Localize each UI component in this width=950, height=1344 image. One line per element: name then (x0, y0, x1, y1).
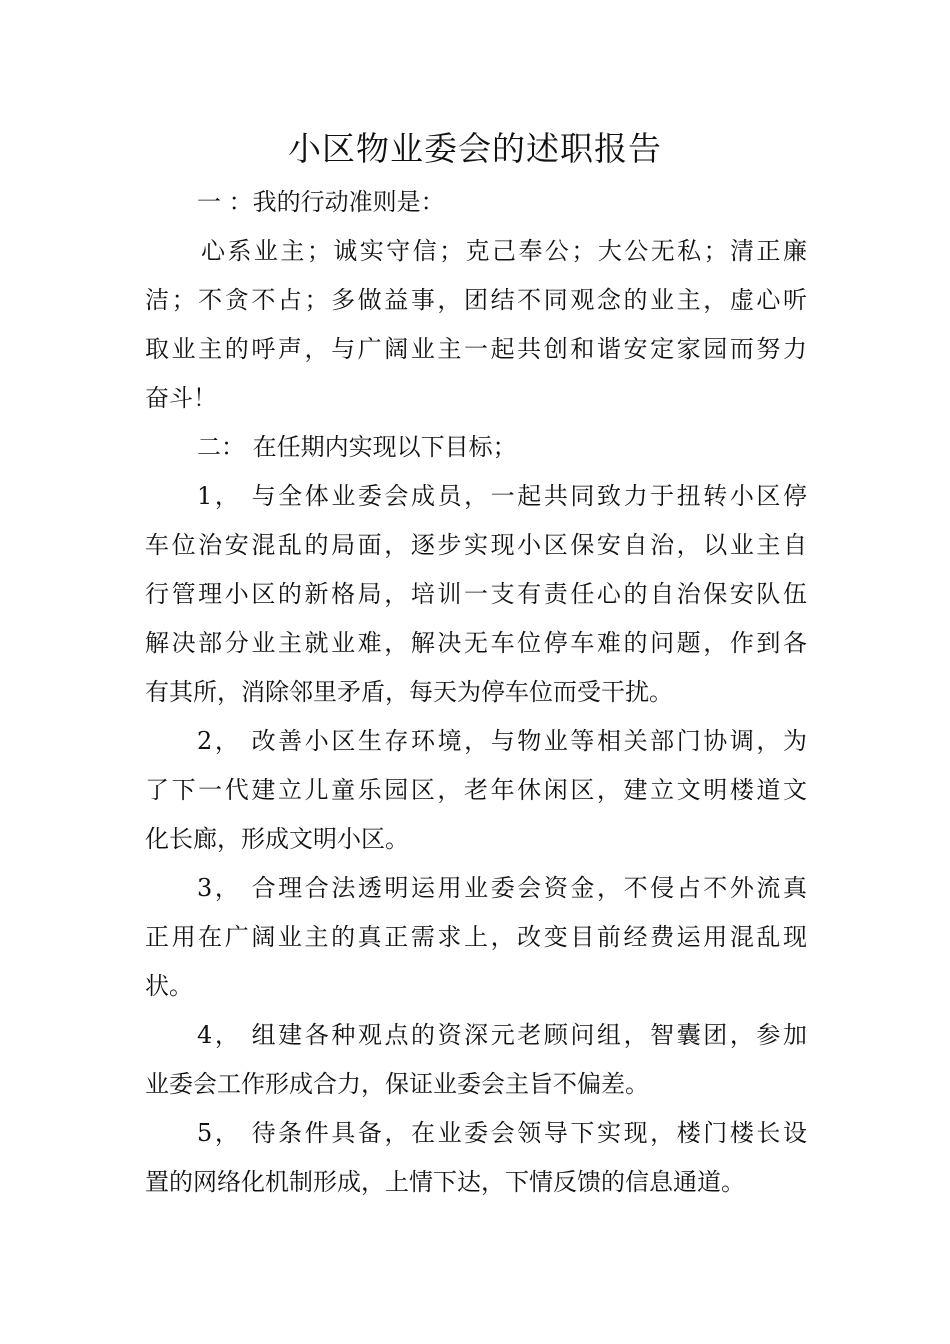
paragraph-line: 业委会工作形成合力，保证业委会主旨不偏差。 (145, 1070, 649, 1098)
paragraph-line: 了下一代建立儿童乐园区，老年休闲区，建立文明楼道文 (145, 776, 807, 804)
paragraph-line: 状。 (145, 972, 193, 1000)
paragraph-line: 5， 待条件具备，在业委会领导下实现，楼门楼长设 (197, 1119, 807, 1147)
paragraph-line: 4， 组建各种观点的资深元老顾问组，智囊团，参加 (197, 1021, 807, 1049)
paragraph-line: 置的网络化机制形成，上情下达，下情反馈的信息通道。 (145, 1168, 745, 1196)
paragraph-line: 行管理小区的新格局，培训一支有责任心的自治保安队伍 (145, 580, 807, 608)
list-item-4 (145, 1011, 807, 1109)
paragraph-line: 取业主的呼声，与广阔业主一起共创和谐安定家园而努力 (145, 335, 807, 363)
paragraph-principles (145, 227, 807, 423)
paragraph-line: 奋斗！ (145, 384, 217, 412)
paragraph-line: 1， 与全体业委会成员，一起共同致力于扭转小区停 (197, 482, 807, 510)
section-heading-2: 二： 在任期内实现以下目标； (197, 433, 517, 461)
list-item-3 (145, 864, 807, 1011)
paragraph-line: 2， 改善小区生存环境，与物业等相关部门协调，为 (197, 727, 807, 755)
paragraph-line: 洁；不贪不占；多做益事，团结不同观念的业主，虚心听 (145, 286, 807, 314)
document-body (145, 178, 807, 1207)
paragraph-line: 有其所，消除邻里矛盾，每天为停车位而受干扰。 (145, 678, 673, 706)
document-title: 小区物业委会的述职报告 (288, 129, 662, 168)
section-heading-1: 一 ：我的行动准则是： (197, 188, 445, 216)
list-item-5 (145, 1109, 807, 1207)
list-item-1 (145, 472, 807, 717)
paragraph-line: 化长廊，形成文明小区。 (145, 825, 409, 853)
paragraph-line: 3， 合理合法透明运用业委会资金，不侵占不外流真 (197, 874, 807, 902)
list-item-2 (145, 717, 807, 864)
paragraph-line: 解决部分业主就业难，解决无车位停车难的问题，作到各 (145, 629, 807, 657)
paragraph-line: 车位治安混乱的局面，逐步实现小区保安自治，以业主自 (145, 531, 807, 559)
paragraph-line: 心系业主；诚实守信；克己奉公；大公无私；清正廉 (201, 237, 807, 265)
paragraph-line: 正用在广阔业主的真正需求上，改变目前经费运用混乱现 (145, 923, 807, 951)
